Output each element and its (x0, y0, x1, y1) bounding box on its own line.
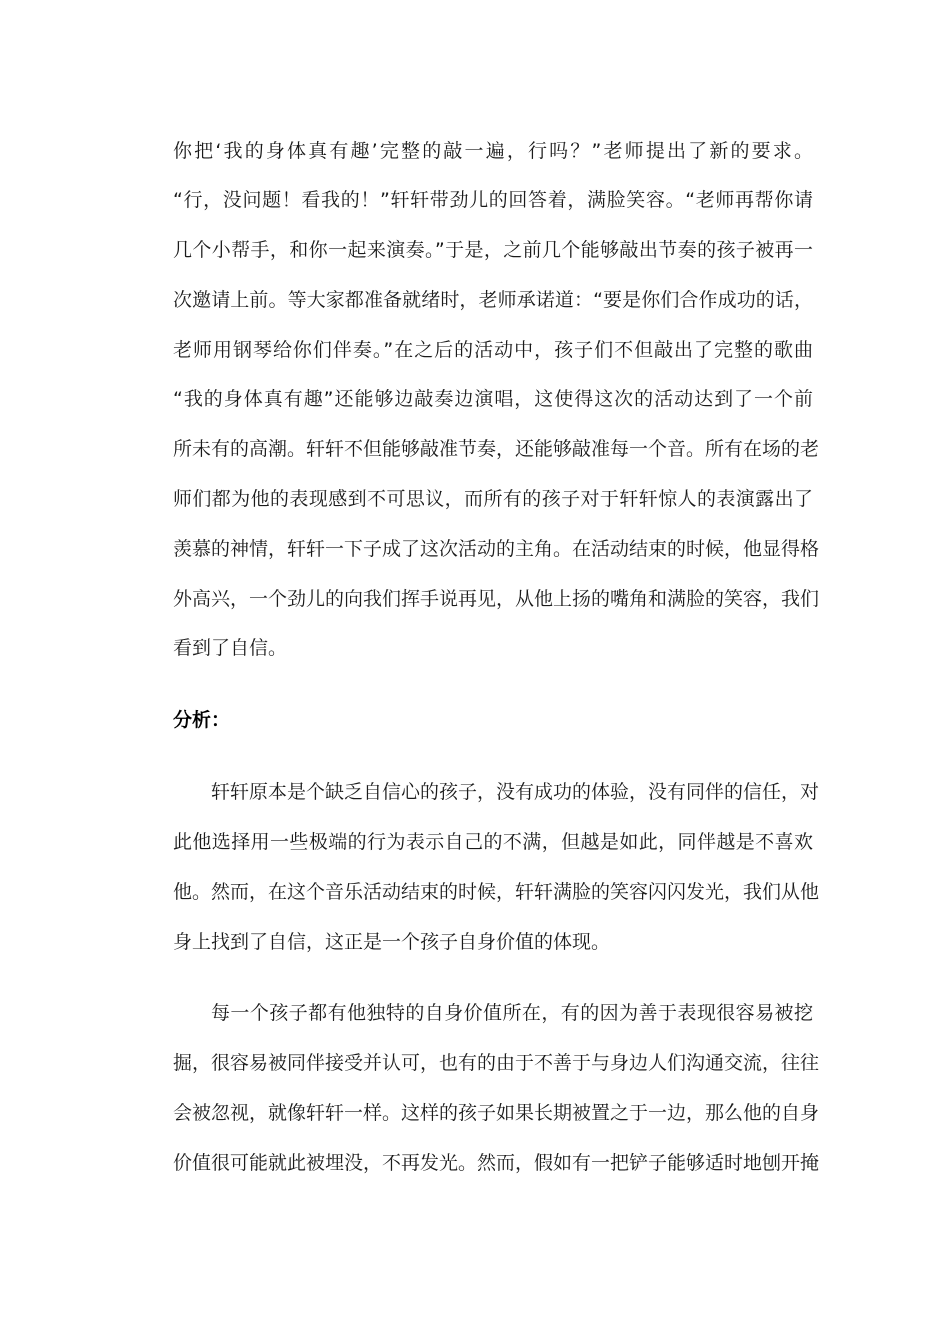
paragraph-line: 几个小帮手，和你一起来演奏。”于是，之前几个能够敲出节奏的孩子被再一 (173, 239, 813, 261)
paragraph-line: 羡慕的神情，轩轩一下子成了这次活动的主角。在活动结束的时候，他显得格 (173, 538, 820, 560)
paragraph-line: 掘，很容易被同伴接受并认可，也有的由于不善于与身边人们沟通交流，往往 (173, 1052, 820, 1074)
paragraph-line: 身上找到了自信，这正是一个孩子自身价值的体现。 (173, 931, 611, 953)
paragraph-line: 看到了自信。 (173, 637, 288, 659)
paragraph-line: 会被忽视，就像轩轩一样。这样的孩子如果长期被置之于一边，那么他的自身 (173, 1102, 820, 1124)
paragraph-line: 每一个孩子都有他独特的自身价值所在，有的因为善于表现很容易被挖 (211, 1002, 813, 1024)
paragraph-line: 所未有的高潮。轩轩不但能够敲准节奏，还能够敲准每一个音。所有在场的老 (173, 438, 820, 460)
paragraph-line: 次邀请上前。等大家都准备就绪时，老师承诺道：“要是你们合作成功的话， (173, 289, 813, 311)
paragraph-line: 他。然而，在这个音乐活动结束的时候，轩轩满脸的笑容闪闪发光，我们从他 (173, 881, 820, 903)
paragraph-line: 价值很可能就此被埋没，不再发光。然而，假如有一把铲子能够适时地刨开掩 (173, 1152, 820, 1174)
paragraph-line: “行，没问题！看我的！”轩轩带劲儿的回答着，满脸笑容。“老师再帮你请 (173, 189, 813, 211)
paragraph-line: 你把‘我的身体真有趣’完整的敲一遍，行吗？”老师提出了新的要求。 (173, 140, 813, 162)
paragraph-line: 师们都为他的表现感到不可思议，而所有的孩子对于轩轩惊人的表演露出了 (173, 488, 813, 510)
section-heading: 分析： (173, 709, 231, 731)
paragraph-line: “我的身体真有趣”还能够边敲奏边演唱，这使得这次的活动达到了一个前 (173, 388, 813, 410)
paragraph-line: 外高兴，一个劲儿的向我们挥手说再见，从他上扬的嘴角和满脸的笑容，我们 (173, 588, 820, 610)
paragraph-line: 老师用钢琴给你们伴奏。”在之后的活动中，孩子们不但敲出了完整的歌曲 (173, 339, 813, 361)
paragraph-line: 此他选择用一些极端的行为表示自己的不满，但越是如此，同伴越是不喜欢 (173, 831, 813, 853)
paragraph-line: 轩轩原本是个缺乏自信心的孩子，没有成功的体验，没有同伴的信任，对 (211, 781, 820, 803)
